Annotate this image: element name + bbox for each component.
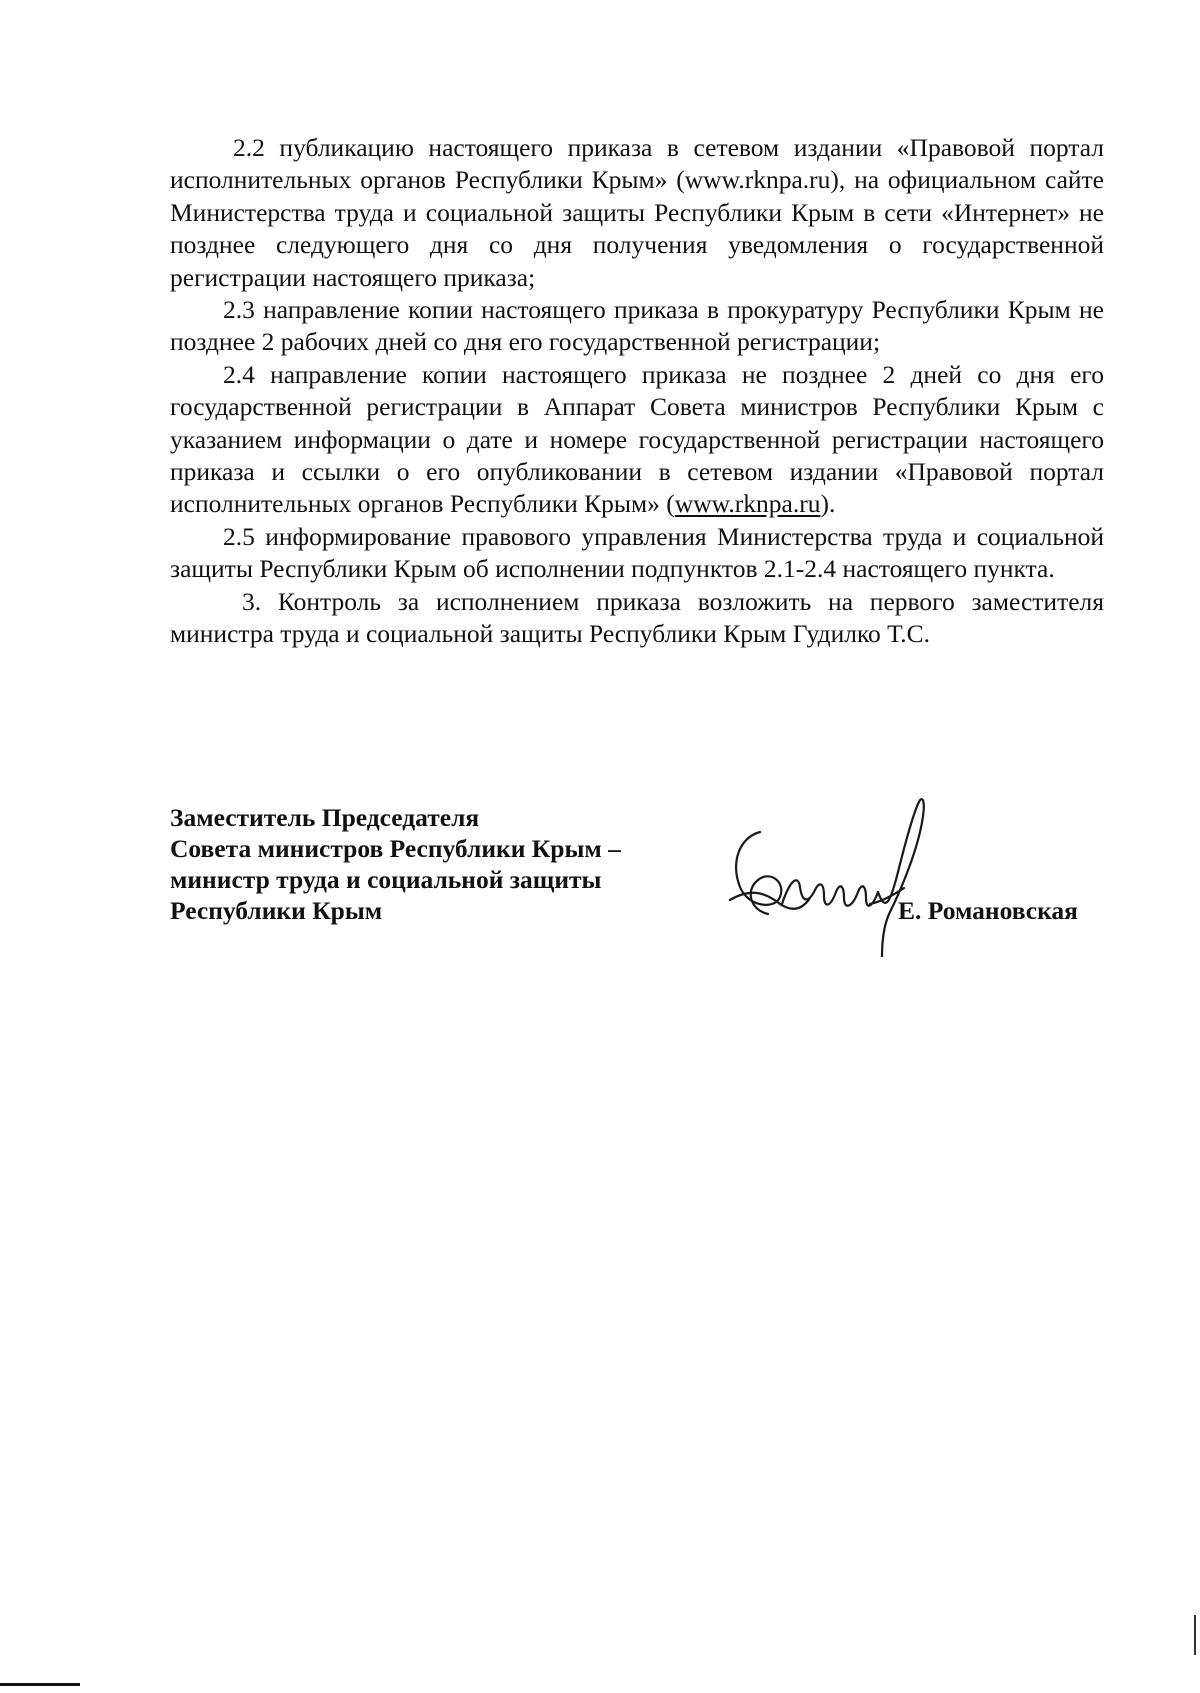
signatory-title-line: Республики Крым <box>170 896 383 925</box>
paragraph-2-2: 2.2 публикацию настоящего приказа в сетевом издании «Правовой портал исполнительных органов Республики Крым» (www.rknpa.ru), на официальном сайте Министерства труда и социальной защиты Республики Крым в сети «Интернет» не позднее следующего дня со дня получения уведомления о государственной регистрации настоящего приказа; <box>170 133 1104 292</box>
paragraph-2-3: 2.3 направление копии настоящего приказа в прокуратуру Республики Крым не позднее 2 рабочих дней со дня его государственной регистрации; <box>170 295 1104 357</box>
paragraph-3: 3. Контроль за исполнением приказа возложить на первого заместителя министра труда и социальной защиты Республики Крым Гудилко Т.С. <box>170 586 1104 649</box>
rknpa-link[interactable]: www.rknpa.ru <box>674 489 821 519</box>
paragraph-2-4-text: 2.4 направление копии настоящего приказа не позднее 2 дней со дня его государственной регистрации в Аппарат Совета министров Республики Крым с указанием информации о дате и номере государственной регистрации настоящего приказа и ссылки о его опубликовании в сетевом издании «Правовой портал исполнительных органов Республики Крым» ( <box>170 359 1104 519</box>
paragraph-2-5: 2.5 информирование правового управления Министерства труда и социальной защиты Республики Крым об исполнении подпунктов 2.1-2.4 настоящего пункта. <box>170 521 1104 584</box>
paragraph-2-4-end: ). <box>820 489 836 519</box>
signatory-title-line: Заместитель Председателя <box>170 803 480 832</box>
signatory-name: Е. Романовская <box>898 896 1078 925</box>
page-edge-mark <box>0 1683 80 1686</box>
paragraph-2-4 <box>170 359 1104 521</box>
signatory-title-line: Совета министров Республики Крым – <box>170 834 621 863</box>
document-body <box>170 132 1104 651</box>
handwritten-signature <box>720 792 940 957</box>
signatory-title <box>170 802 690 926</box>
signatory-title-line: министр труда и социальной защиты <box>170 865 602 894</box>
scan-edge-mark <box>1194 1615 1196 1655</box>
